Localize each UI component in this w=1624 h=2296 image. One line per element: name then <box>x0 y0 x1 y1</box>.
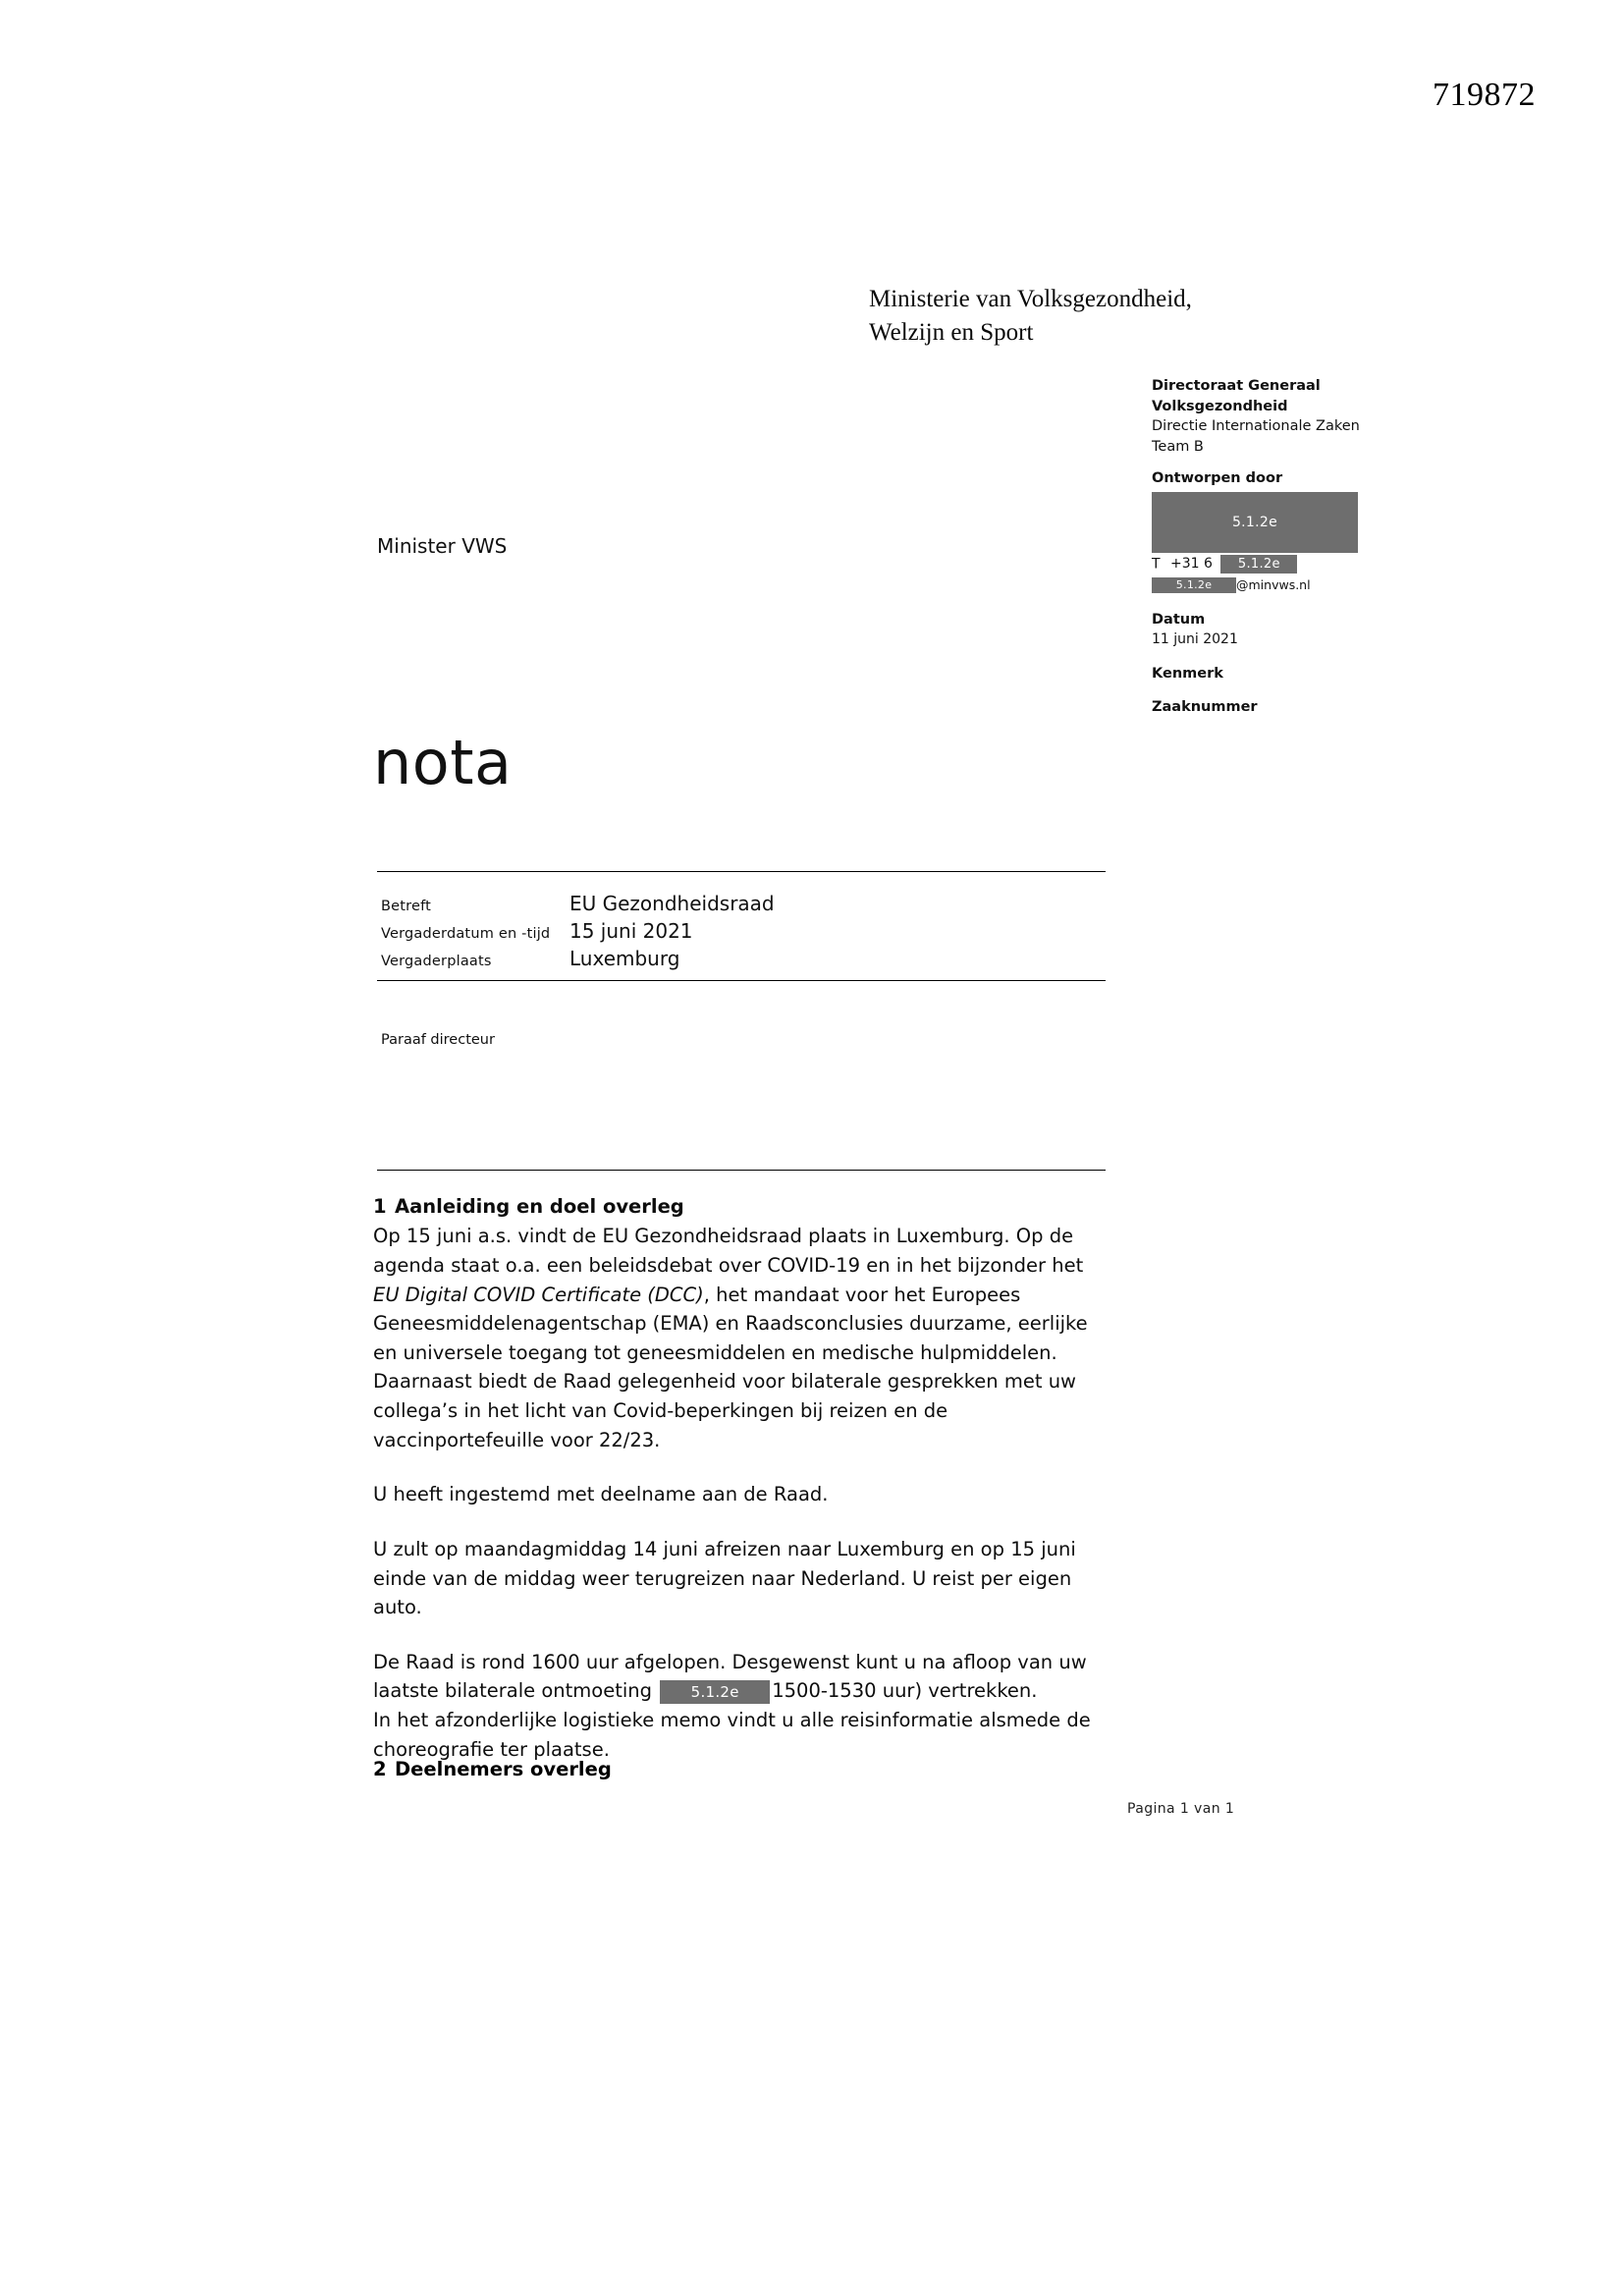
divider-middle <box>377 980 1106 981</box>
ministry-heading <box>869 283 1192 350</box>
zaaknummer-label: Zaaknummer <box>1152 699 1258 716</box>
paragraph-1 <box>373 1222 1108 1454</box>
subject-row <box>381 919 1108 943</box>
page-footer: Pagina 1 van 1 <box>1127 1801 1235 1817</box>
subject-table <box>381 892 1108 974</box>
paragraph-1-italic: EU Digital COVID Certificate (DCC) <box>373 1283 704 1306</box>
datum-value: 11 juni 2021 <box>1152 630 1238 647</box>
subject-row <box>381 892 1108 915</box>
dg-line-2: Volksgezondheid <box>1152 398 1288 414</box>
addressee: Minister VWS <box>377 534 508 558</box>
divider-top <box>377 871 1106 872</box>
dg-line-1: Directoraat Generaal <box>1152 378 1321 394</box>
document-number: 719872 <box>1433 77 1536 113</box>
redaction-author: 5.1.2e <box>1152 492 1358 553</box>
subject-value: EU Gezondheidsraad <box>569 892 775 915</box>
paragraph-2: U heeft ingestemd met deelname aan de Raad. <box>373 1483 829 1506</box>
paragraph-1-part-b: , het mandaat voor het Europees Geneesmiddelenagentschap (EMA) en Raadsconclusies duurzame, eerlijke en universele toegang tot geneesmiddelen en medische hulpmiddelen. Daarnaast biedt de Raad gelegenheid voor bilaterale gesprekken met uw collega’s in het licht van Covid-beperkingen bij reizen en de vaccinportefeuille voor 22/23. <box>373 1283 1088 1451</box>
contact-phone-line <box>1152 555 1476 574</box>
ministry-line-1: Ministerie van Volksgezondheid, <box>869 286 1192 312</box>
section-1-heading <box>373 1193 1108 1220</box>
divider-bottom <box>377 1170 1106 1171</box>
section-1-number: 1 <box>373 1195 387 1218</box>
paragraph-4-part-a: De Raad is rond 1600 uur afgelopen. Desgewenst kunt u na afloop van uw laatste bilaterale ontmoeting <box>373 1650 1087 1703</box>
contact-email-line <box>1152 576 1476 596</box>
paragraph-5: In het afzonderlijke logistieke memo vindt u alle reisinformatie alsmede de choreografie ter plaatse. <box>373 1709 1091 1761</box>
page-title: nota <box>373 727 513 798</box>
subject-label: Vergaderplaats <box>381 954 492 969</box>
section-2-heading <box>373 1758 1108 1780</box>
subject-row <box>381 947 1108 970</box>
document-page <box>120 126 1505 2062</box>
section-2-title: Deelnemers overleg <box>395 1758 612 1780</box>
redaction-email: 5.1.2e <box>1152 577 1236 593</box>
paragraph-4 <box>373 1648 1108 1706</box>
paragraph-4-part-b: 1500-1530 uur) vertrekken. <box>772 1679 1038 1703</box>
phone-number: +31 6 <box>1170 556 1213 573</box>
redaction-body: 5.1.2e <box>660 1680 770 1704</box>
email-domain: @minvws.nl <box>1236 577 1311 593</box>
section-2-number: 2 <box>373 1758 387 1780</box>
subject-value: Luxemburg <box>569 947 680 970</box>
redaction-phone: 5.1.2e <box>1220 555 1297 574</box>
document-body <box>373 1193 1108 1789</box>
paraaf-directeur-label: Paraaf directeur <box>381 1032 495 1048</box>
subject-label: Betreft <box>381 899 432 914</box>
datum-label: Datum <box>1152 612 1206 629</box>
phone-prefix: T <box>1152 556 1161 573</box>
subject-value: 15 juni 2021 <box>569 919 693 943</box>
subject-label: Vergaderdatum en -tijd <box>381 926 551 942</box>
paragraph-3: U zult op maandagmiddag 14 juni afreizen naar Luxemburg en op 15 juni einde van de middag weer terugreizen naar Nederland. U reist per eigen auto. <box>373 1537 1076 1619</box>
paragraph-1-part-a: Op 15 juni a.s. vindt de EU Gezondheidsraad plaats in Luxemburg. Op de agenda staat o.a. een beleidsdebat over COVID-19 en in het bijzonder het <box>373 1225 1084 1277</box>
kenmerk-label: Kenmerk <box>1152 665 1223 682</box>
meta-block <box>1152 376 1476 718</box>
directie: Directie Internationale Zaken <box>1152 418 1360 435</box>
team: Team B <box>1152 438 1204 455</box>
section-1-title: Aanleiding en doel overleg <box>395 1195 684 1218</box>
ontworpen-door-label: Ontworpen door <box>1152 470 1283 487</box>
ministry-line-2: Welzijn en Sport <box>869 318 1034 346</box>
